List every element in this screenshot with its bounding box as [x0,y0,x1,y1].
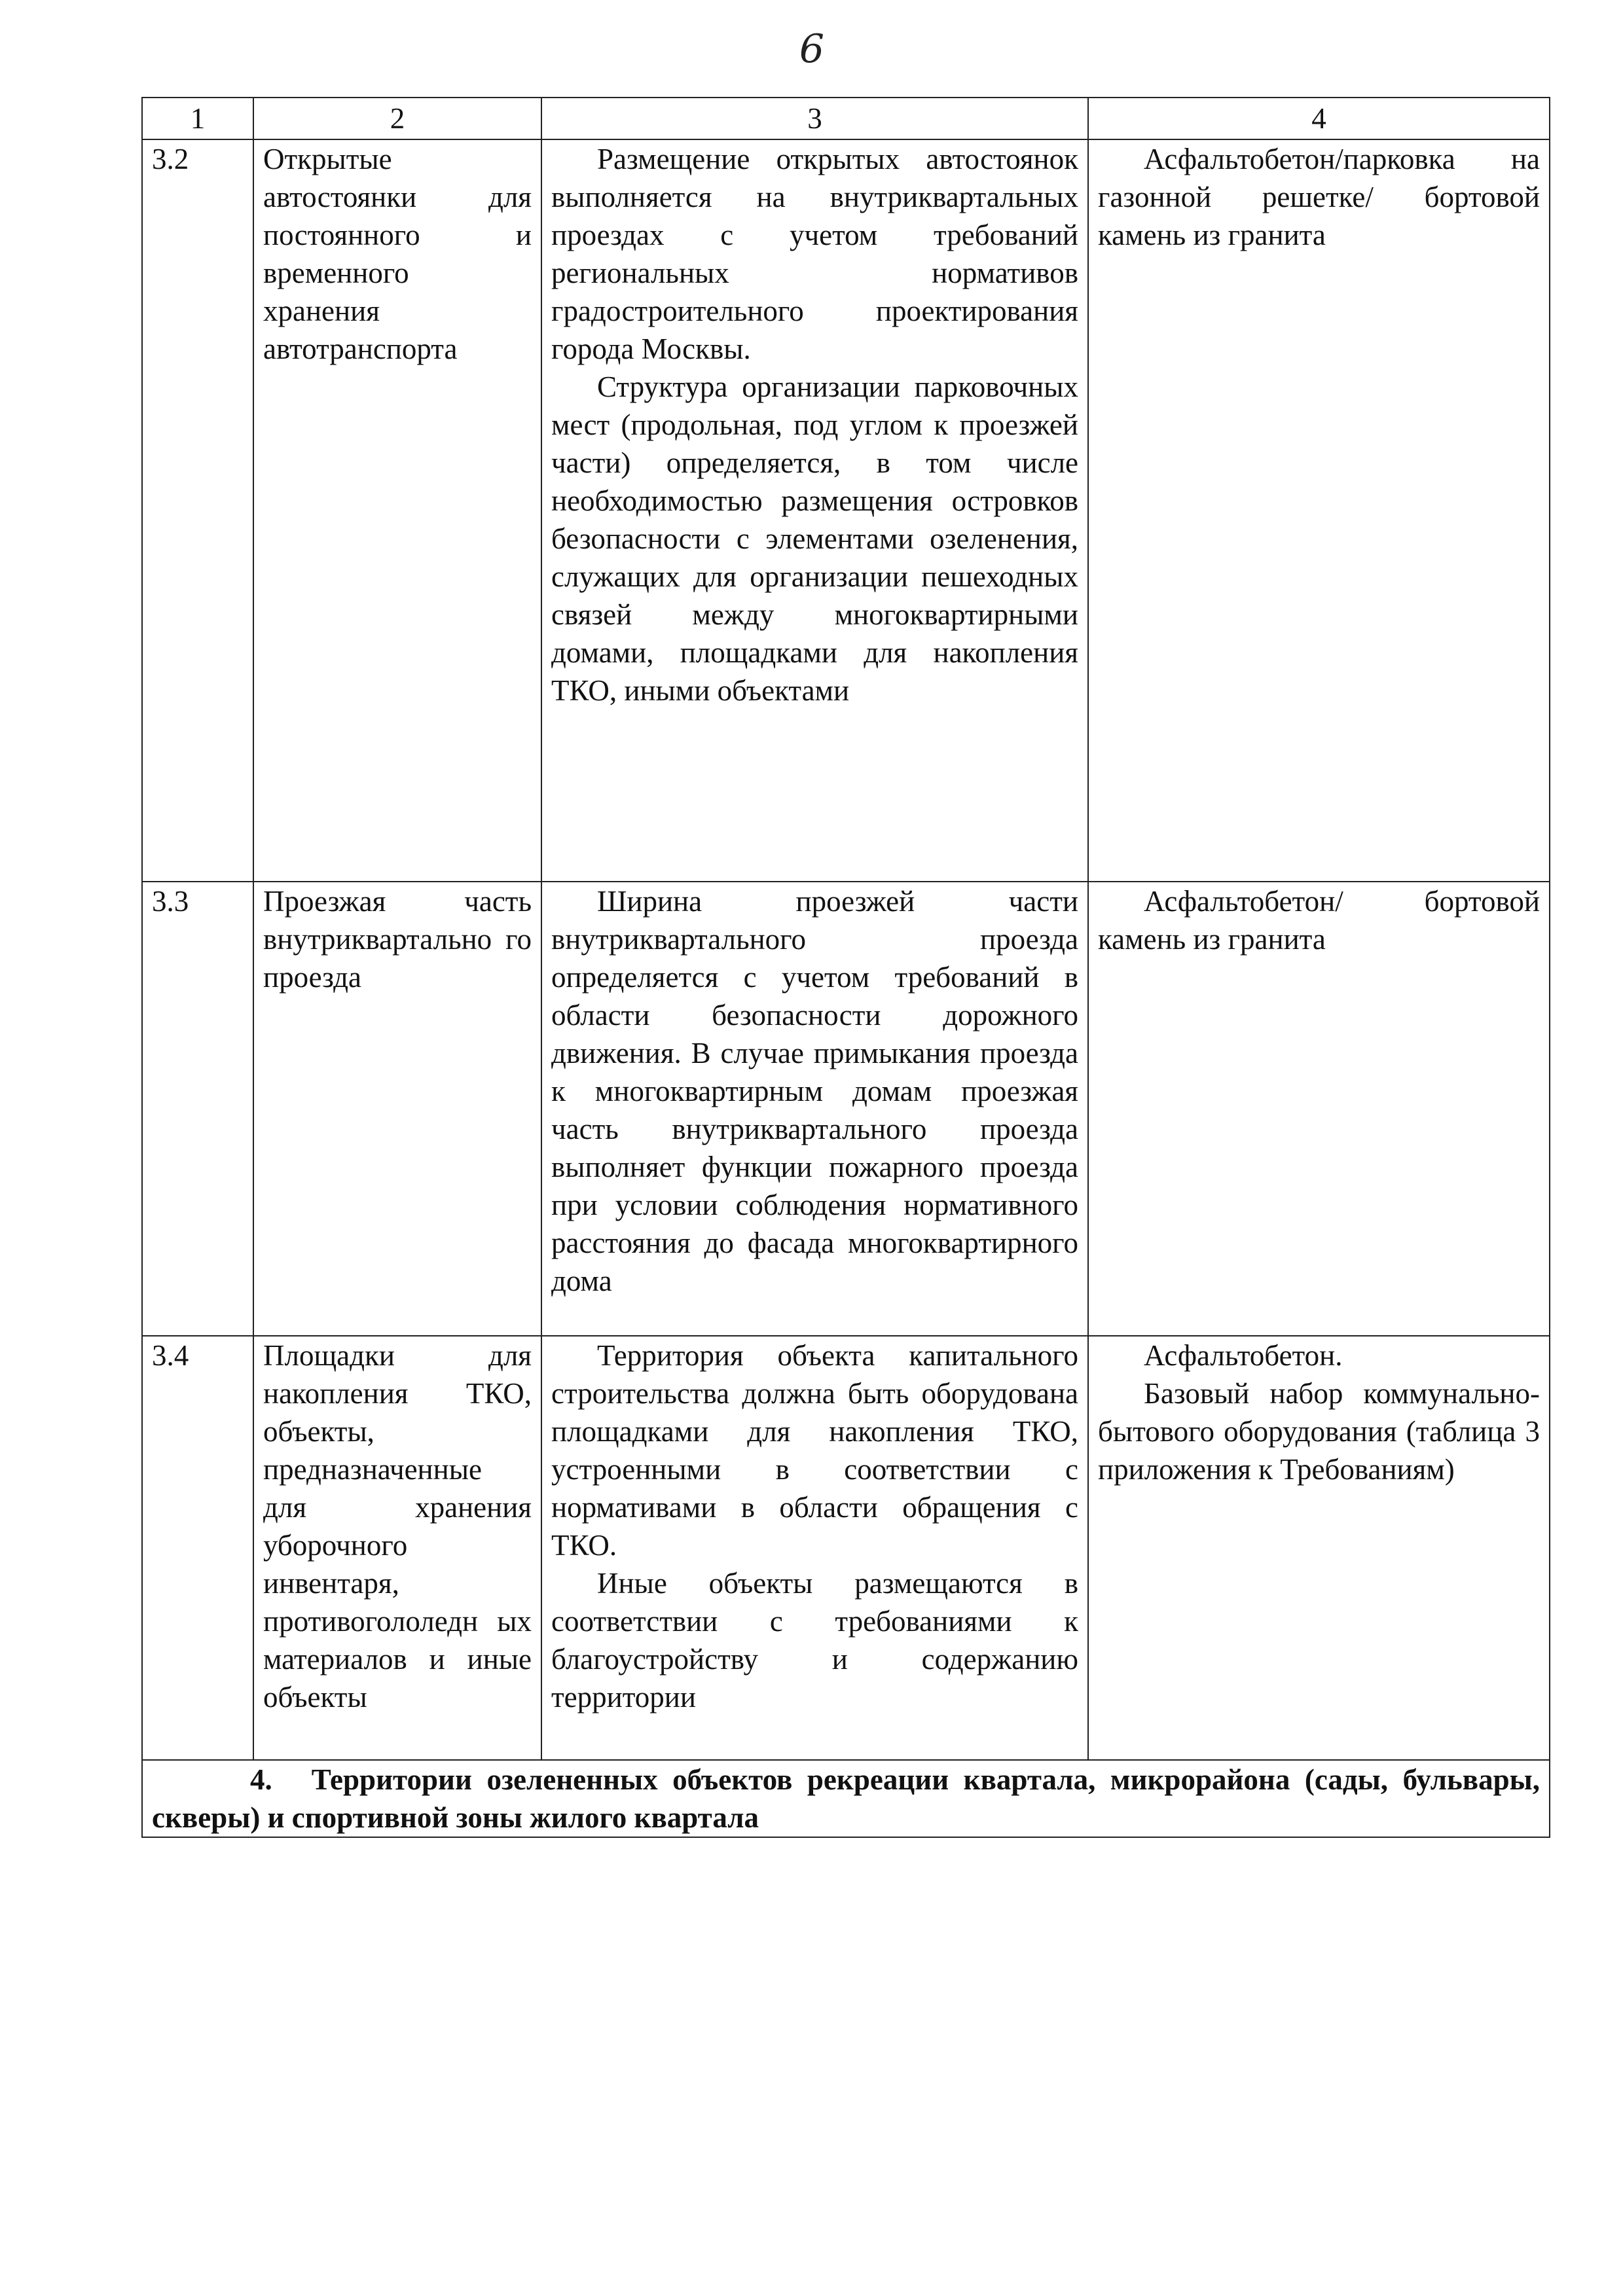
section-number: 4. [250,1763,272,1796]
material-paragraph: Асфальтобетон/ бортовой камень из гранита [1098,885,1540,956]
row-number: 3.3 [142,882,253,1336]
section-row [142,1760,1550,1837]
header-cell: 4 [1088,98,1550,139]
row-name: Площадки для накопления ТКО, объекты, предназначенные для хранения уборочного инвентаря, противогололедн ых материалов и иные объекты [253,1336,541,1760]
row-description [541,1336,1088,1760]
material-paragraph: Асфальтобетон. [1144,1339,1343,1372]
table-row [142,139,1550,882]
row-description [541,139,1088,882]
description-paragraph: Иные объекты размещаются в соответствии с требованиями к благоустройству и содержанию территории [551,1567,1078,1713]
table-row [142,1336,1550,1760]
row-material [1088,139,1550,882]
description-paragraph: Структура организации парковочных мест (продольная, под углом к проезжей части) определяется, в том числе необходимостью размещения островков безопасности с элементами озеленения, служащих для организации пешеходных связей между многоквартирными домами, площадками для накопления ТКО, иными объектами [551,370,1078,707]
row-number: 3.4 [142,1336,253,1760]
header-cell: 1 [142,98,253,139]
section-heading [142,1760,1550,1837]
row-number: 3.2 [142,139,253,882]
section-text: Территории озелененных объектов рекреации квартала, микрорайона (сады, бульвары, скверы) и спортивной зоны жилого квартала [152,1763,1540,1834]
description-paragraph: Территория объекта капитального строительства должна быть оборудована площадками для накопления ТКО, устроенными в соответствии с нормативами в области обращения с ТКО. [551,1339,1078,1562]
header-cell: 2 [253,98,541,139]
material-paragraph: Базовый набор коммунально-бытового оборудования (таблица 3 приложения к Требованиям) [1098,1377,1540,1486]
row-material [1088,882,1550,1336]
row-material [1088,1336,1550,1760]
table-row [142,882,1550,1336]
header-cell: 3 [541,98,1088,139]
requirements-table [141,97,1550,1838]
description-paragraph: Размещение открытых автостоянок выполняется на внутриквартальных проездах с учетом требований региональных нормативов градостроительного проектирования города Москвы. [551,143,1078,365]
table-header-row [142,98,1550,139]
row-description [541,882,1088,1336]
row-name: Открытые автостоянки для постоянного и временного хранения автотранспорта [253,139,541,882]
section-title [152,1761,1540,1837]
page-number: 6 [799,26,825,72]
description-paragraph: Ширина проезжей части внутриквартального проезда определяется с учетом требований в области безопасности дорожного движения. В случае примыкания проезда к многоквартирным домам проезжая часть внутриквартального проезда выполняет функции пожарного проезда при условии соблюдения нормативного расстояния до фасада многоквартирного дома [551,885,1078,1297]
row-name: Проезжая часть внутриквартально го проезда [253,882,541,1336]
material-paragraph: Асфальтобетон/парковка на газонной решетке/ бортовой камень из гранита [1098,143,1540,251]
